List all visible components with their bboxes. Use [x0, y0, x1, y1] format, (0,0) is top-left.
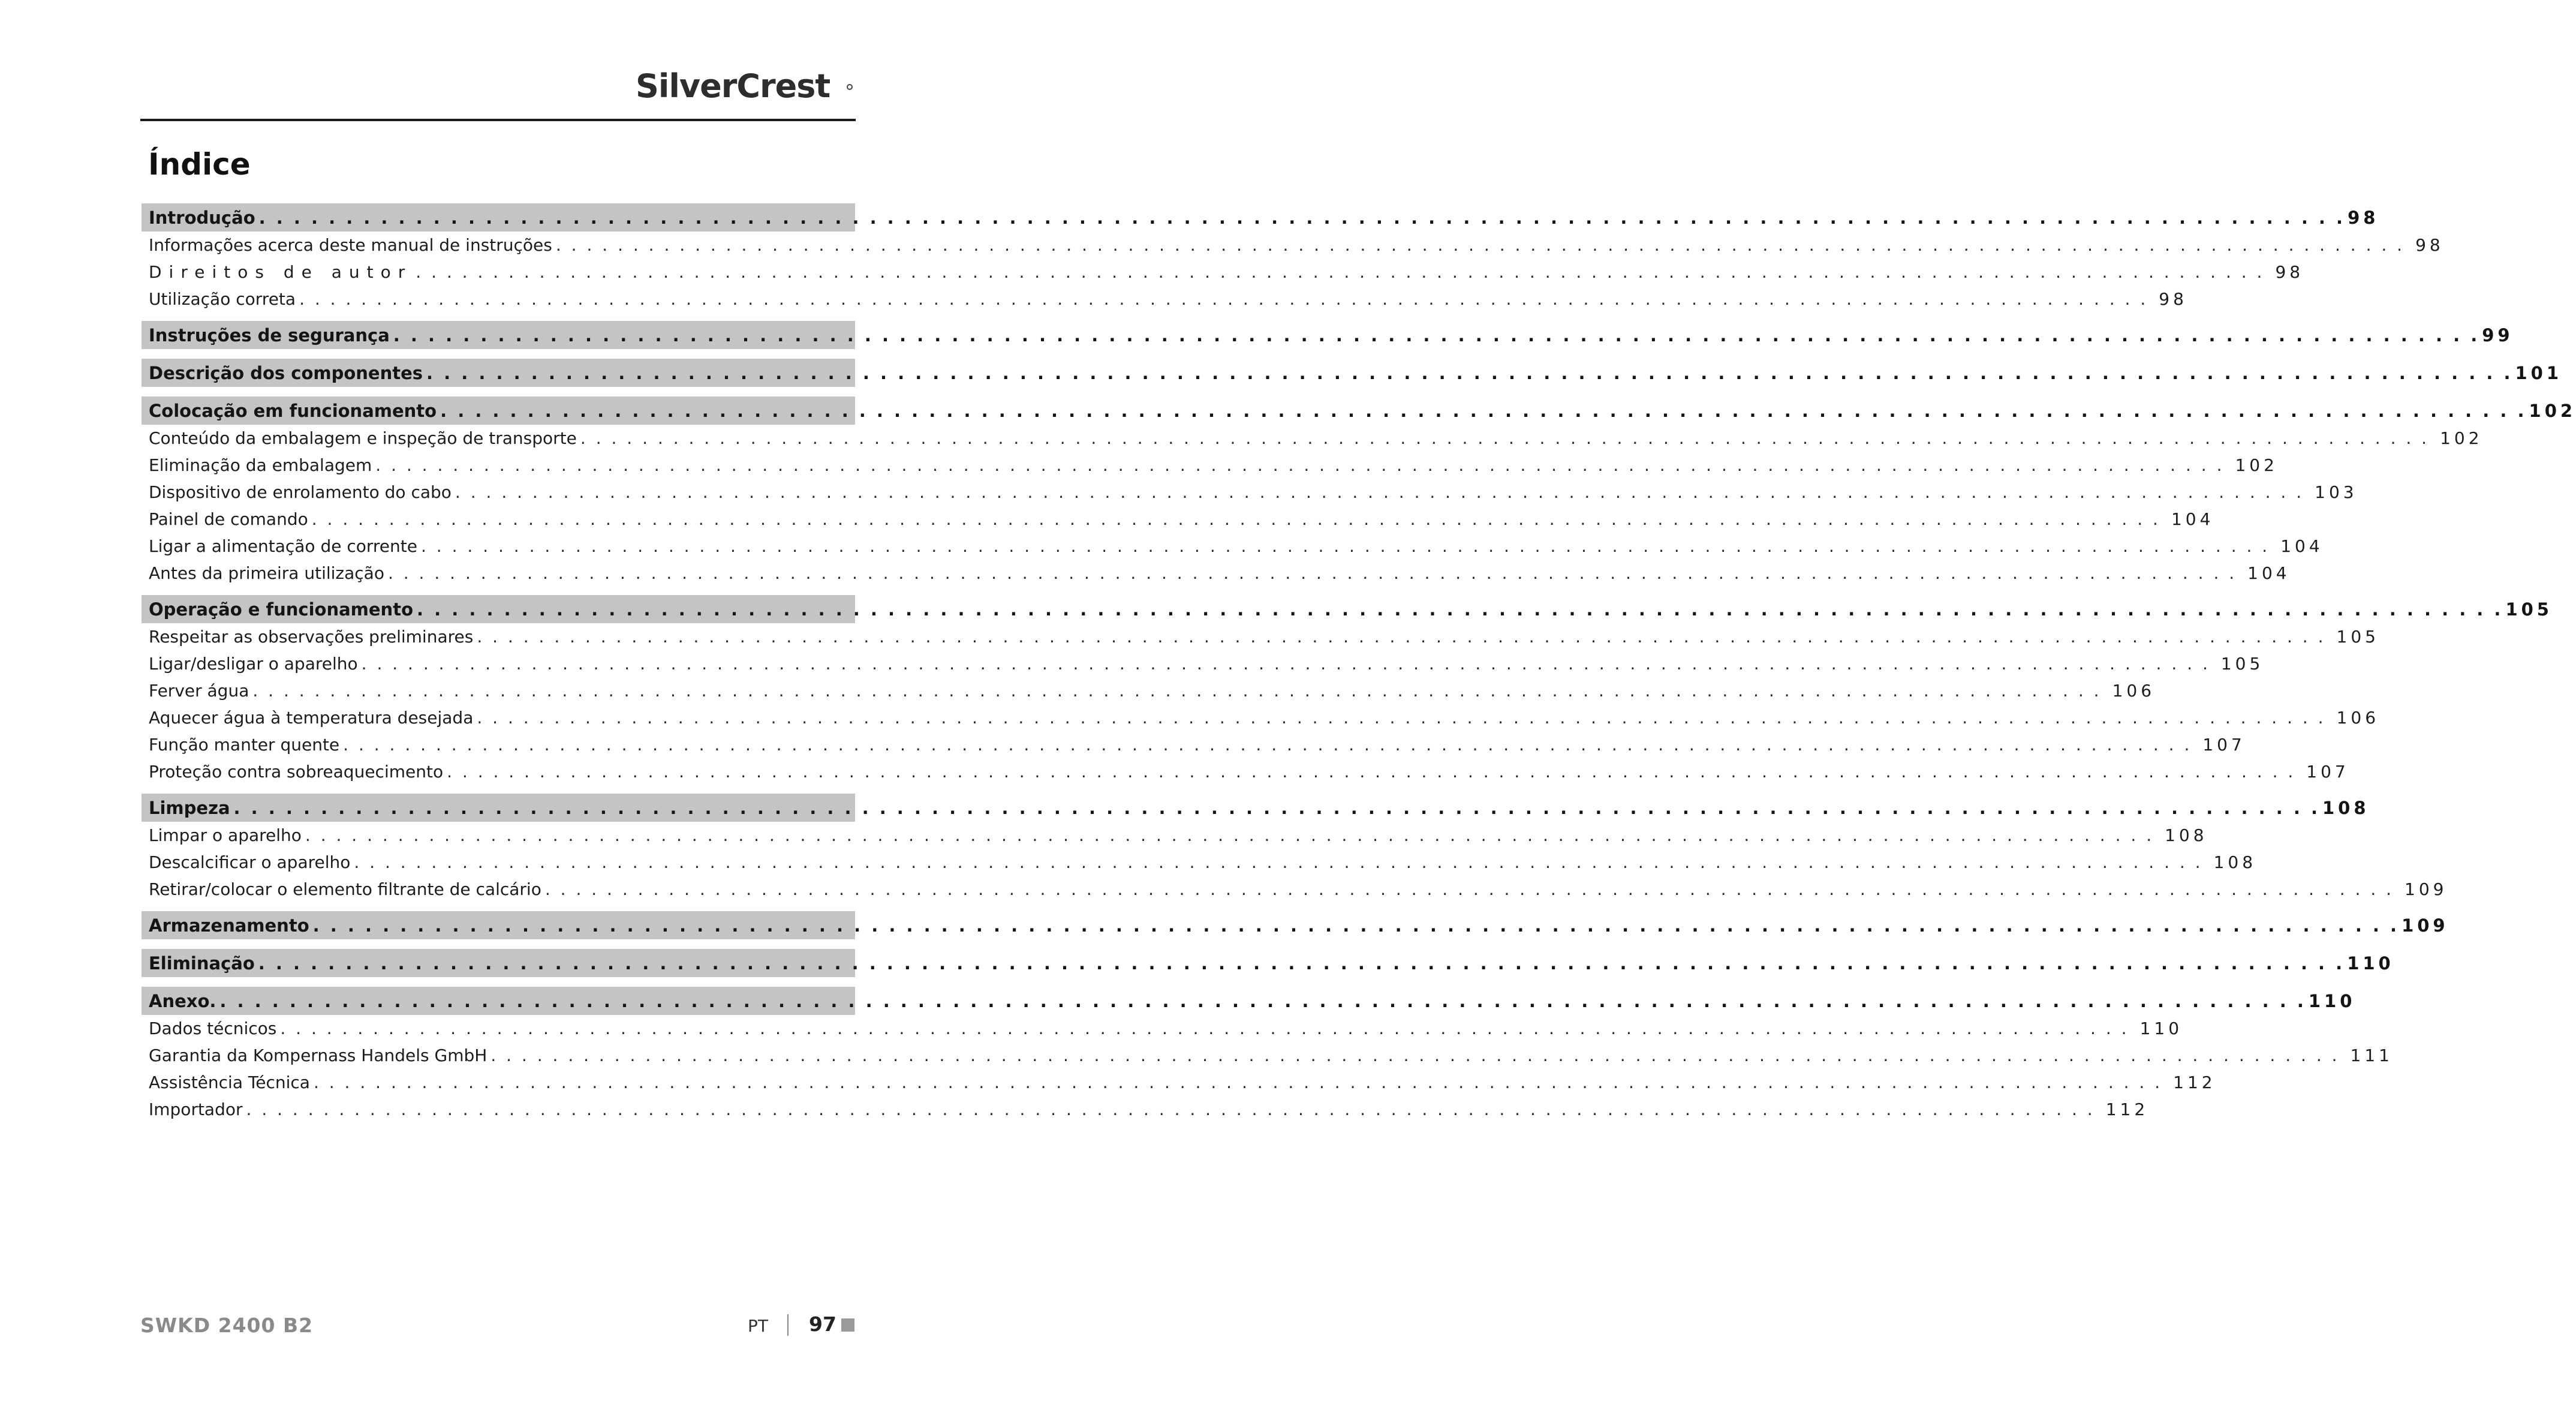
toc-entry-page: 104 [2280, 536, 2324, 556]
toc-section-page: 109 [2402, 915, 2449, 936]
toc-entry-page: 105 [2336, 627, 2379, 647]
toc-section-page: 110 [2347, 953, 2394, 974]
brand-logo: SilverCrest [636, 67, 830, 105]
toc-entry-label: Retirar/colocar o elemento filtrante de calcário [149, 879, 541, 899]
toc-section-label: Descrição dos componentes [149, 362, 423, 383]
toc-entry-label: Descalcificar o aparelho [149, 852, 351, 872]
toc-entry-label: Importador [149, 1099, 243, 1119]
toc-entry[interactable] [142, 506, 2214, 533]
toc-entry-page: 111 [2350, 1046, 2393, 1065]
toc-section[interactable] [142, 911, 2449, 939]
toc-entry[interactable] [142, 623, 2379, 650]
toc-section-page: 108 [2322, 797, 2370, 818]
toc-section-page: 101 [2515, 362, 2563, 383]
toc-entry[interactable] [142, 822, 2208, 849]
toc-entry[interactable] [142, 849, 2257, 876]
toc-entry-label: Utilização correta [149, 289, 296, 309]
dot-leader: . . . . . . . . . . . . . . . . . . . . . . . . . . . . . . . . . . . . . . . . . . . . . . . . . . . . . . . . . . . . . . . . . . . . . . . . . . . . . . . . . . . . . . . . . . . . . . . . . . . . . . . . . . . . . . . . . . . . . . . . [354, 852, 2203, 872]
toc-entry-page: 110 [2139, 1019, 2183, 1038]
toc-entry-label: Proteção contra sobreaquecimento [149, 762, 444, 782]
dot-leader: . . . . . . . . . . . . . . . . . . . . . . . . . . . . . . . . . . . . . . . . . . . . . . . . . . . . . . . . . . . . . . . . . . . . . . . . . . . . . . . . . . . . . . . . . . . . . . . . . . . . . . . . . . . . . . . . . . . . . . . . [416, 262, 2265, 282]
page-marker-icon [841, 1318, 854, 1332]
toc-entry-label: Aquecer água à temperatura desejada [149, 708, 474, 728]
toc-entry[interactable] [142, 560, 2291, 587]
toc-entry-page: 104 [2171, 509, 2214, 529]
dot-leader: . . . . . . . . . . . . . . . . . . . . . . . . . . . . . . . . . . . . . . . . . . . . . . . . . . . . . . . . . . . . . . . . . . . . . . . . . . . . . . . . . . . . . . . . . . . . . . . . . . . . . . . . . . . . . . . . . . . . . . . . [233, 797, 2320, 818]
footer-model: SWKD 2400 B2 [140, 1314, 314, 1337]
toc-entry-label: Respeitar as observações preliminares [149, 627, 474, 647]
toc-entry[interactable] [142, 452, 2278, 479]
toc-entry-label: Conteúdo da embalagem e inspeção de transporte [149, 428, 577, 448]
toc-entry[interactable] [142, 259, 2304, 286]
footer-separator [787, 1314, 789, 1336]
toc-entry[interactable] [142, 1069, 2216, 1096]
toc-section-label: Introdução [149, 207, 255, 228]
dot-leader: . . . . . . . . . . . . . . . . . . . . . . . . . . . . . . . . . . . . . . . . . . . . . . . . . . . . . . . . . . . . . . . . . . . . . . . . . . . . . . . . . . . . . . . . . . . . . . . . . . . . . . . . . . . . . . . . . . . . . . . . [343, 735, 2192, 755]
dot-leader: . . . . . . . . . . . . . . . . . . . . . . . . . . . . . . . . . . . . . . . . . . . . . . . . . . . . . . . . . . . . . . . . . . . . . . . . . . . . . . . . . . . . . . . . . . . . . . . . . . . . . . . . . . . . . . . . . . . . . . . . [313, 1072, 2163, 1092]
toc-entry[interactable] [142, 731, 2246, 758]
toc-section[interactable] [142, 359, 2563, 387]
dot-leader: . . . . . . . . . . . . . . . . . . . . . . . . . . . . . . . . . . . . . . . . . . . . . . . . . . . . . . . . . . . . . . . . . . . . . . . . . . . . . . . . . . . . . . . . . . . . . . . . . . . . . . . . . . . . . . . . . . . . . . . . [580, 428, 2430, 448]
dot-leader: . . . . . . . . . . . . . . . . . . . . . . . . . . . . . . . . . . . . . . . . . . . . . . . . . . . . . . . . . . . . . . . . . . . . . . . . . . . . . . . . . . . . . . . . . . . . . . . . . . . . . . . . . . . . . . . . . . . . . . . . [387, 563, 2237, 583]
toc-entry-page: 102 [2440, 428, 2483, 448]
toc-entry-label: Dispositivo de enrolamento do cabo [149, 482, 452, 502]
toc-section-label: Operação e funcionamento [149, 599, 413, 620]
toc-entry[interactable] [142, 533, 2324, 560]
toc-entry-page: 107 [2306, 762, 2349, 782]
dot-leader: . . . . . . . . . . . . . . . . . . . . . . . . . . . . . . . . . . . . . . . . . . . . . . . . . . . . . . . . . . . . . . . . . . . . . . . . . . . . . . . . . . . . . . . . . . . . . . . . . . . . . . . . . . . . . . . . . . . . . . . . [490, 1046, 2340, 1065]
toc-entry-page: 106 [2336, 708, 2380, 728]
dot-leader: . . . . . . . . . . . . . . . . . . . . . . . . . . . . . . . . . . . . . . . . . . . . . . . . . . . . . . . . . . . . . . . . . . . . . . . . . . . . . . . . . . . . . . . . . . . . . . . . . . . . . . . . . . . . . . . . . . . . . . . . [393, 325, 2480, 346]
toc-entry-page: 102 [2235, 455, 2278, 475]
toc-entry[interactable] [142, 1042, 2393, 1069]
toc-section[interactable] [142, 595, 2553, 623]
footer-page-number: 97 [809, 1312, 836, 1336]
toc-entry[interactable] [142, 232, 2444, 259]
toc-section-page: 110 [2308, 990, 2356, 1011]
toc-entry[interactable] [142, 479, 2358, 506]
toc-section-page: 105 [2505, 599, 2553, 620]
page-title: Índice [148, 147, 251, 182]
dot-leader: . . . . . . . . . . . . . . . . . . . . . . . . . . . . . . . . . . . . . . . . . . . . . . . . . . . . . . . . . . . . . . . . . . . . . . . . . . . . . . . . . . . . . . . . . . . . . . . . . . . . . . . . . . . . . . . . . . . . . . . . [440, 400, 2527, 421]
toc-entry-page: 106 [2112, 681, 2156, 701]
toc-entry-page: 112 [2173, 1072, 2216, 1092]
toc-section[interactable] [142, 396, 2576, 425]
toc-entry[interactable] [142, 677, 2156, 704]
dot-leader: . . . . . . . . . . . . . . . . . . . . . . . . . . . . . . . . . . . . . . . . . . . . . . . . . . . . . . . . . . . . . . . . . . . . . . . . . . . . . . . . . . . . . . . . . . . . . . . . . . . . . . . . . . . . . . . . . . . . . . . . [280, 1019, 2129, 1038]
toc-section-label: Eliminação [149, 953, 255, 974]
toc-entry-page: 108 [2165, 825, 2208, 845]
toc-entry-page: 103 [2315, 482, 2358, 502]
toc-entry-label: Direitos de autor [149, 262, 413, 282]
toc-entry-label: Limpar o aparelho [149, 825, 302, 845]
dot-leader: . . . . . . . . . . . . . . . . . . . . . . . . . . . . . . . . . . . . . . . . . . . . . . . . . . . . . . . . . . . . . . . . . . . . . . . . . . . . . . . . . . . . . . . . . . . . . . . . . . . . . . . . . . . . . . . . . . . . . . . . [299, 289, 2148, 309]
dot-leader: . . . . . . . . . . . . . . . . . . . . . . . . . . . . . . . . . . . . . . . . . . . . . . . . . . . . . . . . . . . . . . . . . . . . . . . . . . . . . . . . . . . . . . . . . . . . . . . . . . . . . . . . . . . . . . . . . . . . . . . . [426, 362, 2513, 383]
dot-leader: . . . . . . . . . . . . . . . . . . . . . . . . . . . . . . . . . . . . . . . . . . . . . . . . . . . . . . . . . . . . . . . . . . . . . . . . . . . . . . . . . . . . . . . . . . . . . . . . . . . . . . . . . . . . . . . . . . . . . . . . [219, 990, 2306, 1011]
toc-entry-page: 105 [2220, 654, 2264, 674]
toc-section-page: 99 [2482, 325, 2514, 346]
dot-leader: . . . . . . . . . . . . . . . . . . . . . . . . . . . . . . . . . . . . . . . . . . . . . . . . . . . . . . . . . . . . . . . . . . . . . . . . . . . . . . . . . . . . . . . . . . . . . . . . . . . . . . . . . . . . . . . . . . . . . . . . [455, 482, 2304, 502]
toc-entry-page: 98 [2275, 262, 2304, 282]
header-divider [140, 119, 856, 121]
toc-entry-page: 109 [2405, 879, 2448, 899]
toc-entry[interactable] [142, 286, 2187, 313]
toc-entry-page: 112 [2105, 1099, 2149, 1119]
toc-entry-label: Ferver água [149, 681, 249, 701]
toc-entry-page: 107 [2202, 735, 2246, 755]
toc-entry-label: Função manter quente [149, 735, 340, 755]
toc-section[interactable] [142, 203, 2379, 232]
toc-entry[interactable] [142, 1015, 2183, 1042]
toc-section-page: 102 [2529, 400, 2576, 421]
toc-entry[interactable] [142, 704, 2380, 731]
dot-leader: . . . . . . . . . . . . . . . . . . . . . . . . . . . . . . . . . . . . . . . . . . . . . . . . . . . . . . . . . . . . . . . . . . . . . . . . . . . . . . . . . . . . . . . . . . . . . . . . . . . . . . . . . . . . . . . . . . . . . . . . [417, 599, 2503, 620]
dot-leader: . . . . . . . . . . . . . . . . . . . . . . . . . . . . . . . . . . . . . . . . . . . . . . . . . . . . . . . . . . . . . . . . . . . . . . . . . . . . . . . . . . . . . . . . . . . . . . . . . . . . . . . . . . . . . . . . . . . . . . . . [421, 536, 2270, 556]
dot-leader: . . . . . . . . . . . . . . . . . . . . . . . . . . . . . . . . . . . . . . . . . . . . . . . . . . . . . . . . . . . . . . . . . . . . . . . . . . . . . . . . . . . . . . . . . . . . . . . . . . . . . . . . . . . . . . . . . . . . . . . . [361, 654, 2210, 674]
toc-section[interactable] [142, 794, 2370, 822]
dot-leader: . . . . . . . . . . . . . . . . . . . . . . . . . . . . . . . . . . . . . . . . . . . . . . . . . . . . . . . . . . . . . . . . . . . . . . . . . . . . . . . . . . . . . . . . . . . . . . . . . . . . . . . . . . . . . . . . . . . . . . . . [477, 627, 2326, 647]
toc-entry-page: 104 [2247, 563, 2291, 583]
toc-entry-page: 98 [2159, 289, 2187, 309]
toc-entry[interactable] [142, 876, 2448, 903]
toc-section-label: Instruções de segurança [149, 325, 390, 346]
toc-section-label: Colocação em funcionamento [149, 400, 437, 421]
dot-leader: . . . . . . . . . . . . . . . . . . . . . . . . . . . . . . . . . . . . . . . . . . . . . . . . . . . . . . . . . . . . . . . . . . . . . . . . . . . . . . . . . . . . . . . . . . . . . . . . . . . . . . . . . . . . . . . . . . . . . . . . [258, 953, 2345, 974]
dot-leader: . . . . . . . . . . . . . . . . . . . . . . . . . . . . . . . . . . . . . . . . . . . . . . . . . . . . . . . . . . . . . . . . . . . . . . . . . . . . . . . . . . . . . . . . . . . . . . . . . . . . . . . . . . . . . . . . . . . . . . . . [544, 879, 2394, 899]
dot-leader: . . . . . . . . . . . . . . . . . . . . . . . . . . . . . . . . . . . . . . . . . . . . . . . . . . . . . . . . . . . . . . . . . . . . . . . . . . . . . . . . . . . . . . . . . . . . . . . . . . . . . . . . . . . . . . . . . . . . . . . . [246, 1099, 2095, 1119]
toc-section-label: Limpeza [149, 797, 230, 818]
dot-leader: . . . . . . . . . . . . . . . . . . . . . . . . . . . . . . . . . . . . . . . . . . . . . . . . . . . . . . . . . . . . . . . . . . . . . . . . . . . . . . . . . . . . . . . . . . . . . . . . . . . . . . . . . . . . . . . . . . . . . . . . [447, 762, 2296, 782]
dot-leader: . . . . . . . . . . . . . . . . . . . . . . . . . . . . . . . . . . . . . . . . . . . . . . . . . . . . . . . . . . . . . . . . . . . . . . . . . . . . . . . . . . . . . . . . . . . . . . . . . . . . . . . . . . . . . . . . . . . . . . . . [477, 708, 2326, 728]
toc-entry-label: Dados técnicos [149, 1019, 277, 1038]
toc-entry-label: Garantia da Kompernass Handels GmbH [149, 1046, 487, 1065]
dot-leader: . . . . . . . . . . . . . . . . . . . . . . . . . . . . . . . . . . . . . . . . . . . . . . . . . . . . . . . . . . . . . . . . . . . . . . . . . . . . . . . . . . . . . . . . . . . . . . . . . . . . . . . . . . . . . . . . . . . . . . . . [555, 235, 2405, 255]
toc-section[interactable] [142, 949, 2394, 977]
dot-leader: . . . . . . . . . . . . . . . . . . . . . . . . . . . . . . . . . . . . . . . . . . . . . . . . . . . . . . . . . . . . . . . . . . . . . . . . . . . . . . . . . . . . . . . . . . . . . . . . . . . . . . . . . . . . . . . . . . . . . . . . [311, 509, 2160, 529]
footer-language: PT [748, 1316, 768, 1336]
toc-entry-label: Antes da primeira utilização [149, 563, 384, 583]
toc-entry-label: Eliminação da embalagem [149, 455, 372, 475]
dot-leader: . . . . . . . . . . . . . . . . . . . . . . . . . . . . . . . . . . . . . . . . . . . . . . . . . . . . . . . . . . . . . . . . . . . . . . . . . . . . . . . . . . . . . . . . . . . . . . . . . . . . . . . . . . . . . . . . . . . . . . . . [252, 681, 2102, 701]
toc-entry[interactable] [142, 758, 2349, 785]
registered-mark-icon [847, 84, 853, 90]
toc-entry[interactable] [142, 1096, 2149, 1123]
toc-entry-label: Assistência Técnica [149, 1072, 310, 1092]
dot-leader: . . . . . . . . . . . . . . . . . . . . . . . . . . . . . . . . . . . . . . . . . . . . . . . . . . . . . . . . . . . . . . . . . . . . . . . . . . . . . . . . . . . . . . . . . . . . . . . . . . . . . . . . . . . . . . . . . . . . . . . . [375, 455, 2225, 475]
toc-entry-page: 108 [2213, 852, 2257, 872]
table-of-contents [142, 203, 2576, 1123]
toc-entry[interactable] [142, 650, 2264, 677]
toc-section-label: Anexo. [149, 990, 216, 1011]
toc-entry-label: Ligar/desligar o aparelho [149, 654, 358, 674]
toc-section[interactable] [142, 987, 2356, 1015]
toc-section-label: Armazenamento [149, 915, 309, 936]
toc-entry-label: Ligar a alimentação de corrente [149, 536, 417, 556]
dot-leader: . . . . . . . . . . . . . . . . . . . . . . . . . . . . . . . . . . . . . . . . . . . . . . . . . . . . . . . . . . . . . . . . . . . . . . . . . . . . . . . . . . . . . . . . . . . . . . . . . . . . . . . . . . . . . . . . . . . . . . . . [312, 915, 2400, 936]
toc-section-page: 98 [2348, 207, 2379, 228]
dot-leader: . . . . . . . . . . . . . . . . . . . . . . . . . . . . . . . . . . . . . . . . . . . . . . . . . . . . . . . . . . . . . . . . . . . . . . . . . . . . . . . . . . . . . . . . . . . . . . . . . . . . . . . . . . . . . . . . . . . . . . . . [258, 207, 2346, 228]
toc-entry-page: 98 [2415, 235, 2444, 255]
toc-entry-label: Informações acerca deste manual de instruções [149, 235, 552, 255]
dot-leader: . . . . . . . . . . . . . . . . . . . . . . . . . . . . . . . . . . . . . . . . . . . . . . . . . . . . . . . . . . . . . . . . . . . . . . . . . . . . . . . . . . . . . . . . . . . . . . . . . . . . . . . . . . . . . . . . . . . . . . . . [305, 825, 2154, 845]
toc-entry-label: Painel de comando [149, 509, 308, 529]
toc-entry[interactable] [142, 425, 2483, 452]
toc-section[interactable] [142, 321, 2514, 349]
